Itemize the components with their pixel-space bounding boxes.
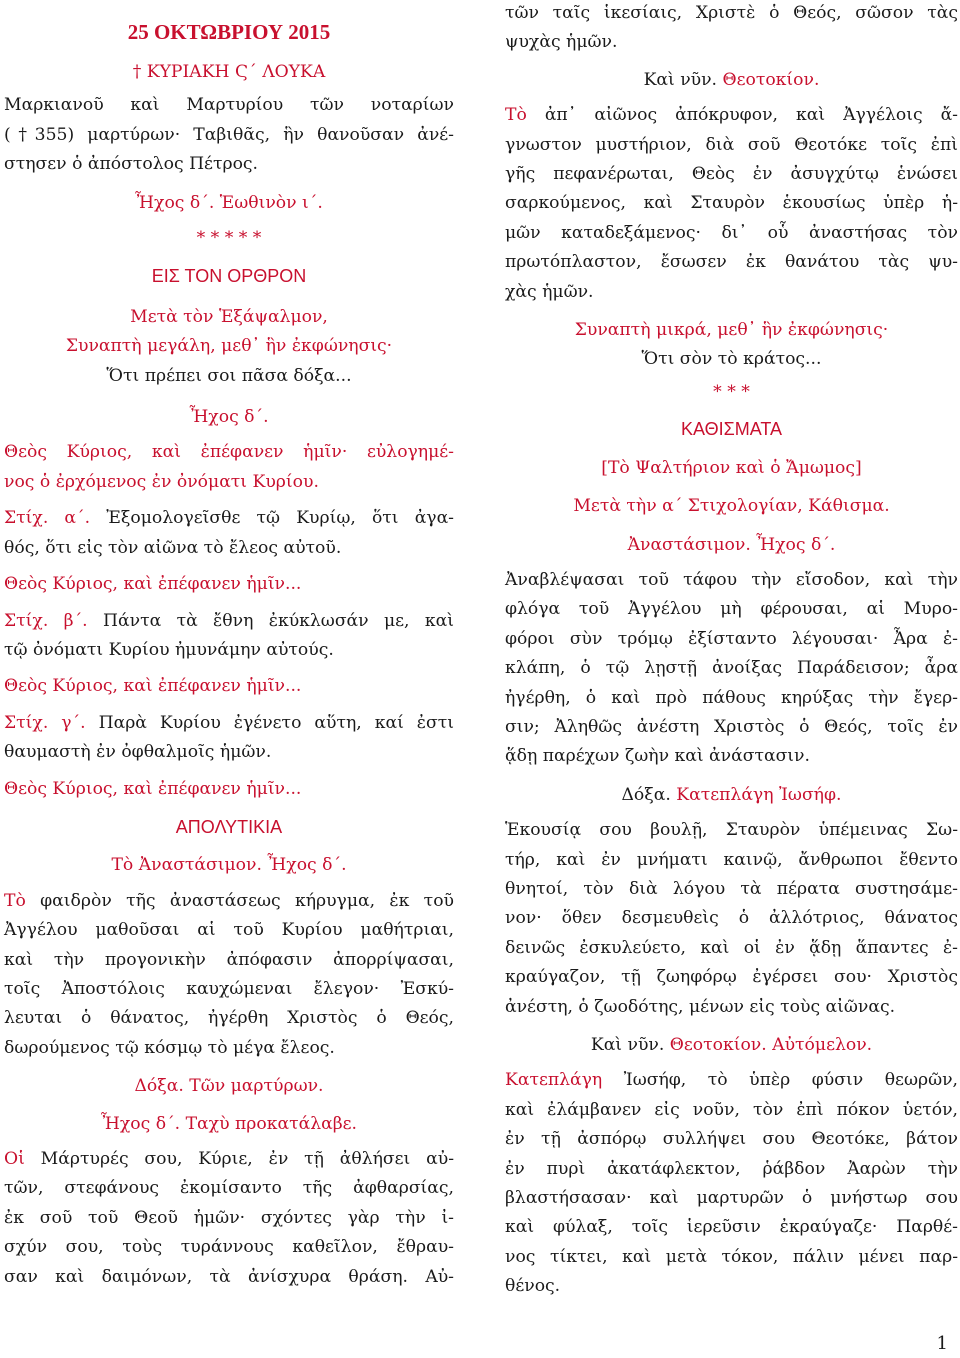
kai-nyn-label-2: Καὶ νῦν. bbox=[590, 1035, 670, 1055]
sunday-heading: † ΚΥΡΙΑΚΗ Ϛ΄ ΛΟΥΚΑ bbox=[132, 62, 326, 82]
theotokion-line-4: σαρκούμενος, καὶ Σταυρὸν ἑκουσίως ὑπὲρ ἡ- bbox=[505, 193, 958, 214]
apolytikion-line-5: λευται ὁ θάνατος, ἠγέρθη Χριστὸς ὁ Θεός, bbox=[4, 1008, 454, 1029]
refrain-3: Θεὸς Κύριος, καὶ ἐπέφανεν ἡμῖν... bbox=[4, 778, 302, 799]
stars-divider-2: * * * bbox=[713, 381, 750, 402]
hekousia-text bbox=[505, 816, 958, 1022]
apolytikion-text bbox=[4, 887, 454, 1063]
anablepsasai-line-5: ἠγέρθη, ὁ καὶ πρὸ πάθους κηρύξας τὴν ἔγερ- bbox=[505, 687, 958, 708]
orthros-heading: ΕΙΣ ΤΟΝ ΟΡΘΡΟΝ bbox=[151, 266, 307, 287]
hekousia-line-1: Ἑκουσίᾳ σου βουλῇ, Σταυρὸν ὑπέμεινας Σω- bbox=[505, 820, 958, 841]
kai-nyn-label: Καὶ νῦν. bbox=[643, 69, 723, 90]
automelon-label: Θεοτοκίον. Αὐτόμελον. bbox=[669, 1035, 873, 1055]
doxa-kateplagi bbox=[505, 781, 958, 810]
theotokion-text bbox=[505, 101, 958, 307]
kathismata-heading: ΚΑΘΙΣΜΑΤΑ bbox=[680, 419, 783, 440]
verse-3-text: Παρὰ Κυρίου ἐγένετο αὕτη, καί ἐστι bbox=[85, 712, 454, 733]
saints-line-3: στησεν ὁ ἀπόστολος Πέτρος. bbox=[4, 154, 259, 175]
anastasimon-tone: Τὸ Ἀναστάσιμον. Ἦχος δ΄. bbox=[111, 855, 347, 876]
apolytikion-line-6: δωρούμενος τῷ κόσμῳ τὸ μέγα ἔλεος. bbox=[4, 1037, 335, 1058]
anablepsasai-line-2: φλόγα τοῦ Ἀγγέλου μὴ φέρουσαι, αἱ Μυρο- bbox=[505, 599, 958, 620]
martyrs-initial: Οἱ bbox=[4, 1149, 25, 1169]
after-stichology: Μετὰ τὴν α΄ Στιχολογίαν, Κάθισμα. bbox=[573, 496, 890, 517]
verse-2 bbox=[4, 607, 454, 666]
martyrs-line-1: Μάρτυρές σου, Κύριε, ἐν τῇ ἀθλήσει αὐ- bbox=[24, 1149, 454, 1169]
tone-taxy: Ἦχος δ΄. Ταχὺ προκατάλαβε. bbox=[101, 1113, 357, 1134]
saints-commemoration bbox=[4, 91, 454, 179]
apolytikia-heading: ΑΠΟΛΥΤΙΚΙΑ bbox=[175, 816, 283, 837]
theotokion-line-2: γνωστον μυστήριον, διὰ σοῦ Θεοτόκε τοῖς ἐπὶ bbox=[505, 134, 958, 155]
verse-1 bbox=[4, 504, 454, 563]
theos-kyrios-line-2: νος ὁ ἐρχόμενος ἐν ὀνόματι Κυρίου. bbox=[4, 471, 319, 492]
hekousia-line-6: κραύγαζον, τῇ ζωηφόρῳ ἐγέρσει σου· Χριστὸς bbox=[505, 967, 958, 988]
left-column bbox=[4, 0, 454, 1292]
apolytikion-line-2: Ἀγγέλου μαθοῦσαι αἱ τοῦ Κυρίου μαθήτριαι, bbox=[4, 920, 454, 941]
martyrs-text bbox=[4, 1145, 454, 1292]
theos-kyrios-block bbox=[4, 438, 454, 497]
kateplagi-text bbox=[505, 1066, 958, 1301]
martyrs-line-4: σχύν σου, τοὺς τυράννους καθεῖλον, ἔθραυ- bbox=[4, 1237, 454, 1258]
hekousia-line-4: νον· ὅθεν δεσμευθεὶς ὁ ἀλλότριος, θάνατος bbox=[505, 908, 958, 929]
kateplagi-line-2: καὶ ἐλάμβανεν εἰς νοῦν, τὸν ἐπὶ πόκον ὑετόν, bbox=[505, 1099, 958, 1120]
martyrs-continuation bbox=[505, 0, 958, 58]
theos-kyrios-line-1: Θεὸς Κύριος, καὶ ἐπέφανεν ἡμῖν· εὐλογημέ- bbox=[4, 442, 454, 463]
kai-nyn-theotokion bbox=[505, 66, 958, 95]
theotokion-line-3: γῆς πεφανέρωται, Θεὸς ἐν ἀσυγχύτῳ ἑνώσει bbox=[505, 164, 958, 185]
cont-line-1: τῶν ταῖς ἱκεσίαις, Χριστὲ ὁ Θεός, σῶσον τὰς bbox=[505, 3, 958, 23]
anablepsasai-line-6: σιν; Ἀληθῶς ἀνέστη Χριστὸς ὁ Θεός, τοῖς ἐν bbox=[505, 716, 958, 737]
apolytikion-line-4: τοῖς Ἀποστόλοις καυχώμεναι ἔλεγον· Ἐσκύ- bbox=[4, 978, 454, 999]
theotokion-initial: Τὸ bbox=[505, 105, 527, 126]
kateplagi-line-6: καὶ φύλαξ, τοῖς ἱερεῦσιν ἐκραύγαζε· Παρθέ- bbox=[505, 1217, 958, 1238]
kateplagi-line-7: νος τίκτει, καὶ μετὰ τόκον, πάλιν μένει παρ- bbox=[505, 1246, 958, 1267]
anastasimon-tone-2: Ἀναστάσιμον. Ἦχος δ΄. bbox=[627, 534, 836, 555]
refrain-2: Θεὸς Κύριος, καὶ ἐπέφανεν ἡμῖν... bbox=[4, 676, 302, 697]
anablepsasai-line-3: φόροι σὺν τρόμῳ ἐξίσταντο λέγουσαι· Ἆρα ἐ- bbox=[505, 628, 958, 649]
verse-2-line-2: τῷ ὀνόματι Κυρίου ἠμυνάμην αὐτούς. bbox=[4, 639, 334, 660]
verse-3-label: Στίχ. γ΄. bbox=[4, 712, 86, 733]
theotokion-line-6: πρωτόπλαστον, ἔσωσεν ἐκ θανάτου τὰς ψυ- bbox=[505, 252, 958, 273]
kateplagi-line-4: ἐν πυρὶ ἀκατάφλεκτον, ῥάβδον Ἀαρὼν τὴν bbox=[505, 1158, 958, 1179]
martyrs-line-3: ἐκ σοῦ τοῦ Θεοῦ ἡμῶν· σχόντες γὰρ τὴν ἰ- bbox=[4, 1207, 454, 1228]
kateplagi-line-1: Ἰωσήφ, τὸ ὑπὲρ φύσιν θεωρῶν, bbox=[602, 1070, 958, 1091]
saints-line-2: (†355) μαρτύρων· Ταβιθᾶς, ἣν θανοῦσαν ἀνέ- bbox=[4, 124, 454, 145]
theotokion-line-5: μῶν καταδεξάμενος· δι᾿ οὗ ἀναστήσας τὸν bbox=[505, 222, 958, 243]
apolytikion-line-1: φαιδρὸν τῆς ἀναστάσεως κήρυγμα, ἐκ τοῦ bbox=[25, 890, 454, 911]
rubric-exclamation: Ὅτι πρέπει σοι πᾶσα δόξα... bbox=[106, 365, 352, 386]
psalter-note: [Τὸ Ψαλτήριον καὶ ὁ Ἄμωμος] bbox=[601, 457, 862, 478]
apolytikion-initial: Τὸ bbox=[4, 890, 26, 911]
refrain-1: Θεὸς Κύριος, καὶ ἐπέφανεν ἡμῖν... bbox=[4, 574, 302, 595]
cont-line-2: ψυχὰς ἡμῶν. bbox=[505, 32, 618, 53]
stars-divider: * * * * * bbox=[196, 228, 262, 249]
theotokion-line-1: ἀπ᾿ αἰῶνος ἀπόκρυφον, καὶ Ἀγγέλοις ἄ- bbox=[526, 105, 958, 126]
kateplagi-line-5: βλαστήσασαν· καὶ μαρτυρῶν ὁ μνήστωρ σου bbox=[505, 1188, 958, 1209]
doxa-martyron: Δόξα. Τῶν μαρτύρων. bbox=[134, 1076, 324, 1097]
page-number: 1 bbox=[936, 1333, 948, 1354]
theotokion-line-7: χὰς ἡμῶν. bbox=[505, 281, 594, 302]
anablepsasai-line-7: ᾅδῃ παρέχων ζωὴν καὶ ἀνάστασιν. bbox=[505, 746, 810, 767]
verse-3 bbox=[4, 709, 454, 768]
hekousia-line-5: δεινῶς ἐσκυλεύετο, καὶ οἱ ἐν ᾅδῃ ἅπαντες ἐ- bbox=[505, 937, 958, 958]
hekousia-line-7: ἀνέστη, ὁ ζωοδότης, μένων εἰς τοὺς αἰῶνας. bbox=[505, 996, 896, 1017]
kateplagi-line-8: θένος. bbox=[505, 1276, 561, 1297]
hekousia-line-2: τήρ, καὶ ἐν μνήματι καινῷ, ἄνθρωποι ἔθεντο bbox=[505, 849, 958, 870]
verse-1-label: Στίχ. α΄. bbox=[4, 508, 91, 529]
verse-1-line-2: θός, ὅτι εἰς τὸν αἰῶνα τὸ ἔλεος αὐτοῦ. bbox=[4, 537, 342, 558]
verse-2-label: Στίχ. β΄. bbox=[4, 610, 88, 631]
anablepsasai-line-1: Ἀναβλέψασαι τοῦ τάφου τὴν εἴσοδον, καὶ τὴν bbox=[505, 569, 958, 590]
anablepsasai-line-4: κλάπη, ὁ τῷ λῃστῇ ἀνοίξας Παράδεισον; ἆρα bbox=[505, 658, 958, 679]
saints-line-1: Μαρκιανοῦ καὶ Μαρτυρίου τῶν νοταρίων bbox=[4, 95, 454, 116]
doxa-label: Δόξα. bbox=[621, 784, 677, 805]
kateplagi-line-3: ἐν τῇ ἀσπόρῳ συλλήψει σου Θεοτόκε, βάτον bbox=[505, 1129, 958, 1150]
tone-eothinon: Ἦχος δ΄. Ἑωθινὸν ι΄. bbox=[135, 192, 323, 213]
rubric-line-2: Συναπτὴ μεγάλη, μεθ᾿ ἣν ἐκφώνησις· bbox=[65, 336, 393, 357]
synapti-mikra: Συναπτὴ μικρά, μεθ᾿ ἣν ἐκφώνησις· bbox=[574, 320, 889, 341]
apolytikion-line-3: καὶ τὴν προγονικὴν ἀπόφασιν ἀπορρίψασαι, bbox=[4, 949, 454, 970]
hekousia-line-3: θνητοί, τὸν διὰ λόγου τὰ πέρατα συστησάμε- bbox=[505, 878, 958, 899]
kateplagi-initial: Κατεπλάγη bbox=[505, 1070, 603, 1091]
verse-1-text: Ἐξομολογεῖσθε τῷ Κυρίῳ, ὅτι ἀγα- bbox=[90, 508, 454, 529]
martyrs-line-2: τῶν, στεφάνους ἐκομίσαντο τῆς ἀφθαρσίας, bbox=[4, 1178, 454, 1199]
hoti-son-exclamation: Ὅτι σὸν τὸ κράτος... bbox=[641, 349, 822, 370]
right-column bbox=[505, 0, 958, 1302]
martyrs-line-5: σαν καὶ δαιμόνων, τὰ ἀνίσχυρα θράση. Αὐ- bbox=[4, 1266, 454, 1287]
verse-3-line-2: θαυμαστὴ ἐν ὀφθαλμοῖς ἡμῶν. bbox=[4, 742, 272, 763]
theotokion-label: Θεοτοκίον. bbox=[722, 69, 820, 90]
date-heading: 25 ΟΚΤΩΒΡΙΟΥ 2015 bbox=[127, 20, 331, 44]
kai-nyn-automelon bbox=[505, 1031, 958, 1060]
anablepsasai-text bbox=[505, 566, 958, 772]
tone-heading: Ἦχος δ΄. bbox=[189, 407, 269, 428]
rubric-line-1: Μετὰ τὸν Ἑξάψαλμον, bbox=[130, 306, 328, 327]
kateplagi-label: Κατεπλάγη Ἰωσήφ. bbox=[676, 784, 842, 805]
verse-2-text: Πάντα τὰ ἔθνη ἐκύκλωσάν με, καὶ bbox=[87, 610, 454, 631]
